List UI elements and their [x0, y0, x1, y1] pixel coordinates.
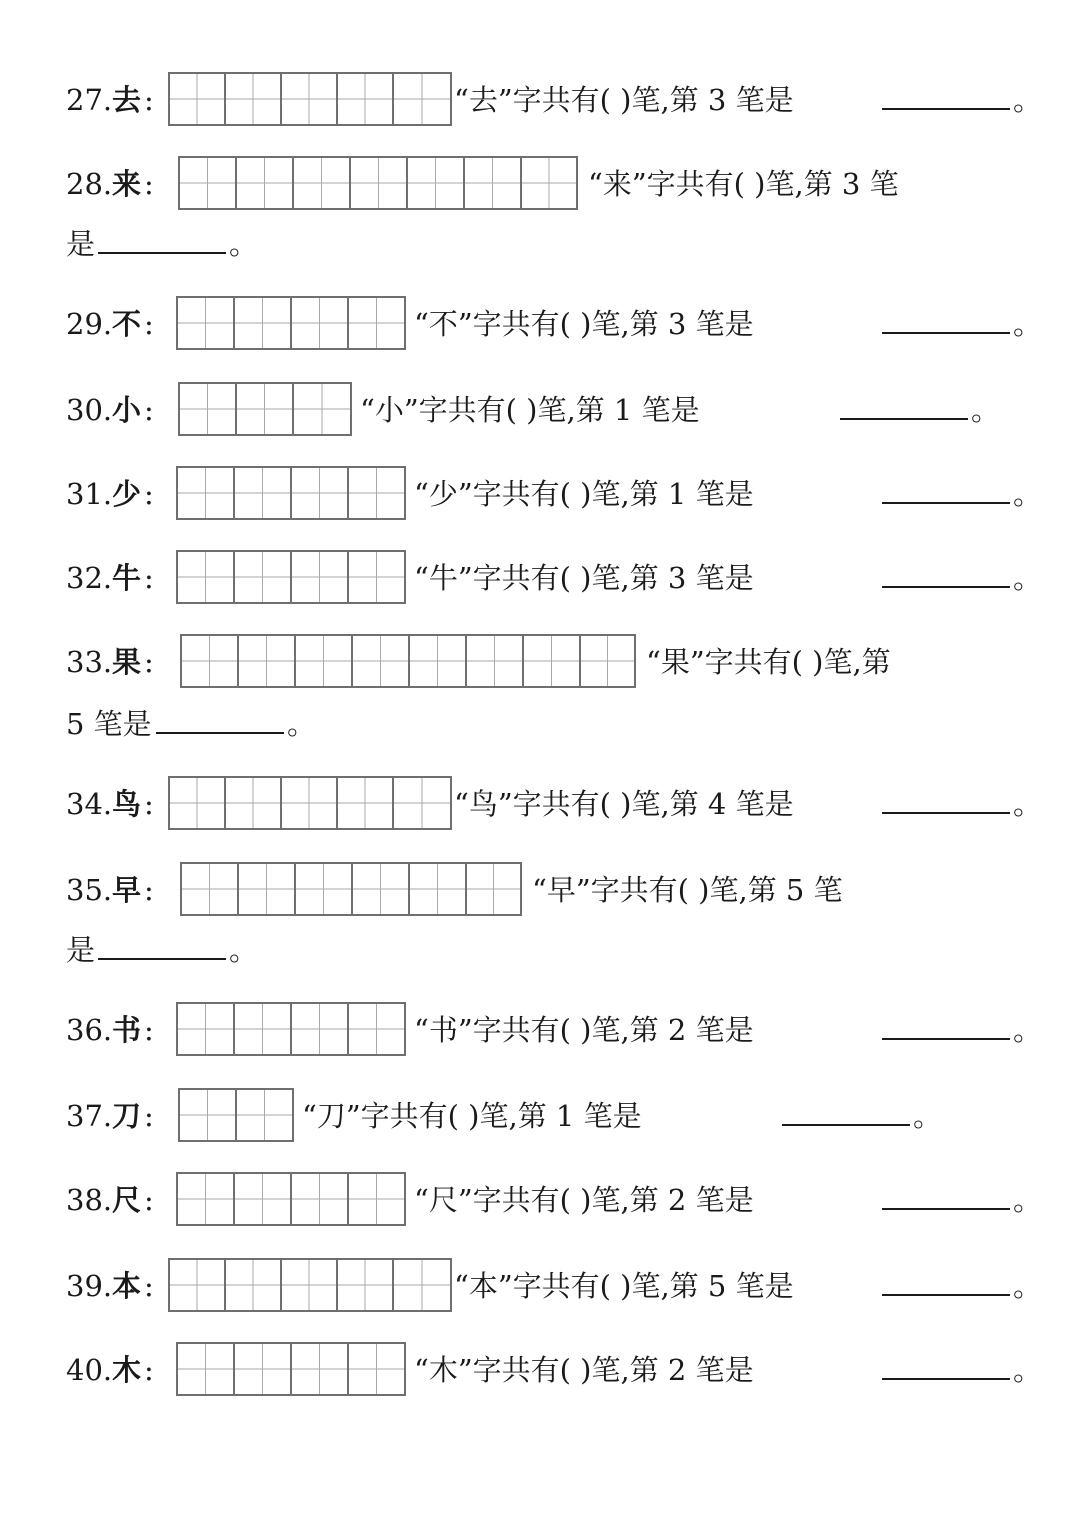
question-text: “刀”字共有( )笔,第 1 笔是: [302, 1099, 642, 1133]
answer-blank[interactable]: [882, 1358, 1010, 1380]
grid-cell[interactable]: [170, 1260, 226, 1310]
full-stop: 。: [229, 227, 259, 261]
grid-cell[interactable]: [292, 298, 349, 348]
question-text: “去”字共有( )笔,第 3 笔是: [454, 83, 794, 117]
full-stop: 。: [1013, 1269, 1043, 1303]
grid-cell[interactable]: [410, 636, 467, 686]
question-number: 27.: [66, 83, 113, 117]
grid-cell[interactable]: [178, 1174, 235, 1224]
grid-cell[interactable]: [465, 158, 522, 208]
answer-blank[interactable]: [98, 232, 226, 254]
question-text: “牛”字共有( )笔,第 3 笔是: [414, 561, 754, 595]
grid-cell[interactable]: [235, 1344, 292, 1394]
question-character: 不: [112, 307, 142, 341]
full-stop: 。: [1013, 1013, 1043, 1047]
question-text: “来”字共有( )笔,第 3 笔: [588, 167, 899, 201]
grid-cell[interactable]: [170, 74, 226, 124]
answer-blank[interactable]: [882, 566, 1010, 588]
question-text: “书”字共有( )笔,第 2 笔是: [414, 1013, 754, 1047]
grid-cell[interactable]: [408, 158, 465, 208]
grid-cell[interactable]: [522, 158, 576, 208]
answer-blank[interactable]: [882, 792, 1010, 814]
question-number: 35.: [66, 873, 113, 907]
grid-cell[interactable]: [170, 778, 226, 828]
full-stop: 。: [1013, 83, 1043, 117]
grid-cell[interactable]: [292, 1174, 349, 1224]
question-character: 木: [112, 1353, 142, 1387]
grid-cell[interactable]: [226, 778, 282, 828]
grid-cell[interactable]: [180, 384, 237, 434]
question-number: 36.: [66, 1013, 113, 1047]
grid-cell[interactable]: [349, 552, 404, 602]
grid-cell[interactable]: [349, 298, 404, 348]
answer-blank[interactable]: [782, 1104, 910, 1126]
grid-cell[interactable]: [282, 74, 338, 124]
grid-cell[interactable]: [394, 74, 450, 124]
question-character: 来: [112, 167, 142, 201]
question-text: “不”字共有( )笔,第 3 笔是: [414, 307, 754, 341]
grid-cell[interactable]: [351, 158, 408, 208]
grid-cell[interactable]: [235, 1004, 292, 1054]
question-character: 鸟: [112, 787, 142, 821]
grid-cell[interactable]: [182, 864, 239, 914]
grid-cell[interactable]: [180, 158, 237, 208]
question-character: 去: [112, 83, 142, 117]
grid-cell[interactable]: [349, 1004, 404, 1054]
full-stop: 。: [913, 1099, 943, 1133]
full-stop: 。: [1013, 787, 1043, 821]
writing-grid[interactable]: [180, 634, 636, 688]
question-number: 39.: [66, 1269, 113, 1303]
answer-blank[interactable]: [98, 938, 226, 960]
question-character: 少: [112, 477, 142, 511]
grid-cell[interactable]: [581, 636, 634, 686]
full-stop: 。: [229, 933, 259, 967]
grid-cell[interactable]: [292, 1004, 349, 1054]
grid-cell[interactable]: [226, 1260, 282, 1310]
question-text: “本”字共有( )笔,第 5 笔是: [454, 1269, 794, 1303]
question-number: 29.: [66, 307, 113, 341]
grid-cell[interactable]: [338, 778, 394, 828]
full-stop: 。: [287, 707, 317, 741]
writing-grid[interactable]: [168, 1258, 452, 1312]
writing-grid[interactable]: [176, 1342, 406, 1396]
question-number: 31.: [66, 477, 113, 511]
full-stop: 。: [1013, 1183, 1043, 1217]
writing-grid[interactable]: [178, 156, 578, 210]
question-text-continued: 是: [66, 227, 96, 261]
question-number: 34.: [66, 787, 113, 821]
grid-cell[interactable]: [338, 74, 394, 124]
question-text: “尺”字共有( )笔,第 2 笔是: [414, 1183, 754, 1217]
grid-cell[interactable]: [524, 636, 581, 686]
answer-blank[interactable]: [882, 1018, 1010, 1040]
question-character: 本: [112, 1269, 142, 1303]
writing-grid[interactable]: [176, 1172, 406, 1226]
question-character: 小: [112, 393, 142, 427]
writing-grid[interactable]: [176, 550, 406, 604]
grid-cell[interactable]: [394, 778, 450, 828]
grid-cell[interactable]: [235, 468, 292, 518]
question-number: 40.: [66, 1353, 113, 1387]
writing-grid[interactable]: [178, 1088, 294, 1142]
grid-cell[interactable]: [353, 636, 410, 686]
question-character: 牛: [112, 561, 142, 595]
question-character: 果: [112, 645, 142, 679]
full-stop: 。: [1013, 307, 1043, 341]
question-number: 38.: [66, 1183, 113, 1217]
question-text: “木”字共有( )笔,第 2 笔是: [414, 1353, 754, 1387]
question-character: 刀: [112, 1099, 142, 1133]
grid-cell[interactable]: [239, 864, 296, 914]
grid-cell[interactable]: [235, 298, 292, 348]
grid-cell[interactable]: [282, 778, 338, 828]
grid-cell[interactable]: [467, 864, 520, 914]
answer-blank[interactable]: [882, 482, 1010, 504]
grid-cell[interactable]: [182, 636, 239, 686]
grid-cell[interactable]: [349, 1174, 404, 1224]
grid-cell[interactable]: [178, 552, 235, 602]
grid-cell[interactable]: [282, 1260, 338, 1310]
grid-cell[interactable]: [349, 468, 404, 518]
writing-grid[interactable]: [168, 72, 452, 126]
grid-cell[interactable]: [338, 1260, 394, 1310]
grid-cell[interactable]: [394, 1260, 450, 1310]
grid-cell[interactable]: [467, 636, 524, 686]
grid-cell[interactable]: [237, 1090, 292, 1140]
full-stop: 。: [1013, 477, 1043, 511]
question-text: “少”字共有( )笔,第 1 笔是: [414, 477, 754, 511]
grid-cell[interactable]: [235, 1174, 292, 1224]
grid-cell[interactable]: [237, 384, 294, 434]
question-character: 早: [112, 873, 142, 907]
question-text: “小”字共有( )笔,第 1 笔是: [360, 393, 700, 427]
question-number: 30.: [66, 393, 113, 427]
writing-grid[interactable]: [180, 862, 522, 916]
full-stop: 。: [971, 393, 1001, 427]
grid-cell[interactable]: [292, 552, 349, 602]
grid-cell[interactable]: [353, 864, 410, 914]
writing-grid[interactable]: [168, 776, 452, 830]
grid-cell[interactable]: [178, 468, 235, 518]
grid-cell[interactable]: [178, 1004, 235, 1054]
grid-cell[interactable]: [349, 1344, 404, 1394]
answer-blank[interactable]: [840, 398, 968, 420]
full-stop: 。: [1013, 1353, 1043, 1387]
grid-cell[interactable]: [239, 636, 296, 686]
grid-cell[interactable]: [226, 74, 282, 124]
full-stop: 。: [1013, 561, 1043, 595]
grid-cell[interactable]: [180, 1090, 237, 1140]
grid-cell[interactable]: [294, 384, 350, 434]
answer-blank[interactable]: [882, 1188, 1010, 1210]
question-number: 37.: [66, 1099, 113, 1133]
question-number: 33.: [66, 645, 113, 679]
grid-cell[interactable]: [294, 158, 351, 208]
answer-blank[interactable]: [882, 88, 1010, 110]
grid-cell[interactable]: [235, 552, 292, 602]
question-character: 尺: [112, 1183, 142, 1217]
question-text: “果”字共有( )笔,第: [646, 645, 891, 679]
grid-cell[interactable]: [410, 864, 467, 914]
question-text-continued: 是: [66, 933, 96, 967]
question-character: 书: [112, 1013, 142, 1047]
question-text: “早”字共有( )笔,第 5 笔: [532, 873, 843, 907]
grid-cell[interactable]: [296, 636, 353, 686]
writing-grid[interactable]: [176, 296, 406, 350]
writing-grid[interactable]: [178, 382, 352, 436]
question-text: “鸟”字共有( )笔,第 4 笔是: [454, 787, 794, 821]
question-number: 28.: [66, 167, 113, 201]
grid-cell[interactable]: [292, 1344, 349, 1394]
answer-blank[interactable]: [156, 712, 284, 734]
grid-cell[interactable]: [178, 298, 235, 348]
writing-grid[interactable]: [176, 466, 406, 520]
question-text-continued: 5 笔是: [66, 707, 152, 741]
grid-cell[interactable]: [178, 1344, 235, 1394]
grid-cell[interactable]: [296, 864, 353, 914]
grid-cell[interactable]: [237, 158, 294, 208]
question-number: 32.: [66, 561, 113, 595]
answer-blank[interactable]: [882, 312, 1010, 334]
writing-grid[interactable]: [176, 1002, 406, 1056]
grid-cell[interactable]: [292, 468, 349, 518]
answer-blank[interactable]: [882, 1274, 1010, 1296]
